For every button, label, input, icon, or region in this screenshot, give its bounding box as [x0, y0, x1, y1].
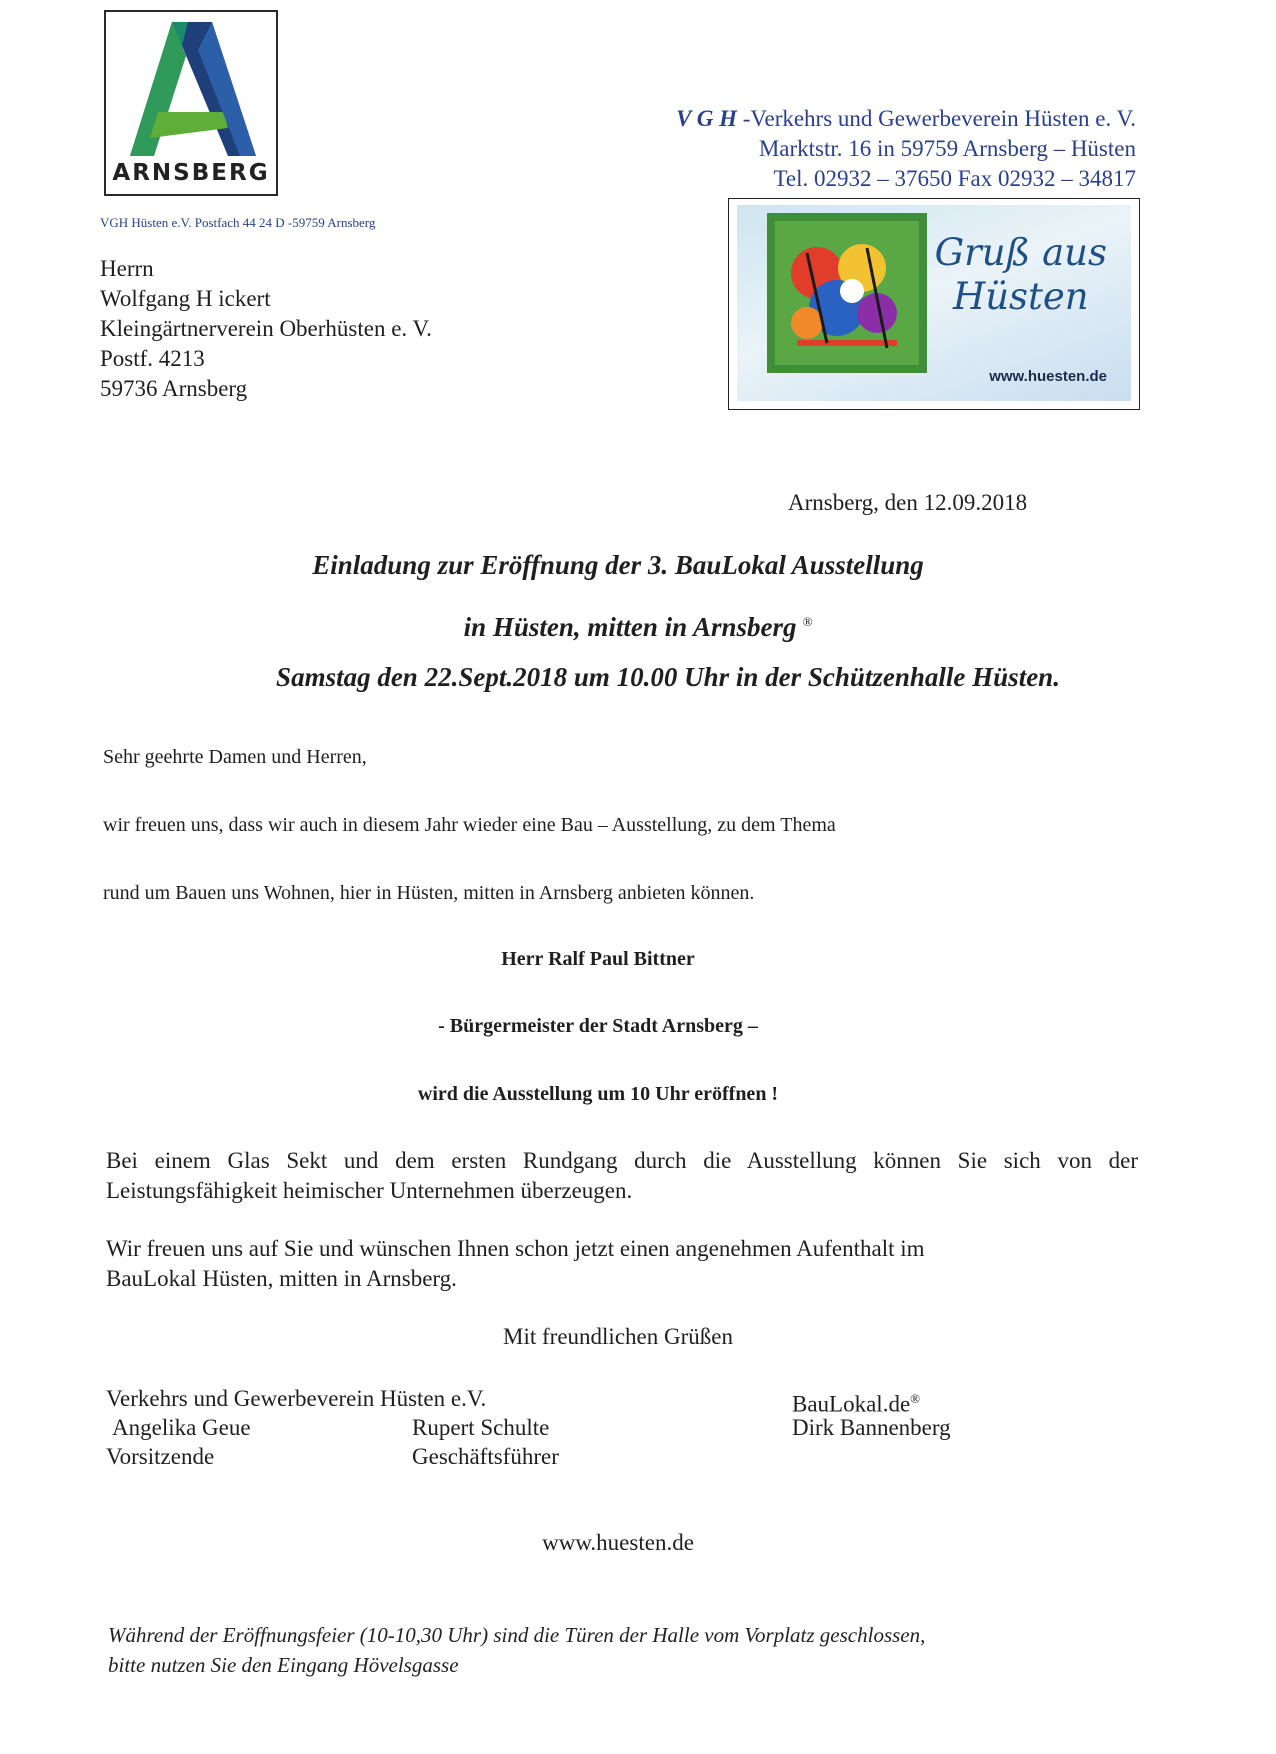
recipient-address — [100, 254, 432, 404]
partner-name: BauLokal.de — [792, 1391, 911, 1417]
sender-return-address: VGH Hüsten e.V. Postfach 44 24 D -59759 Arnsberg — [100, 215, 376, 230]
colorful-painting-icon — [767, 213, 927, 373]
closing-greeting: Mit freundlichen Grüßen — [503, 1324, 733, 1349]
org-name-line — [676, 104, 1136, 134]
note-line-1: Während der Eröffnungsfeier (10-10,30 Uhr) sind die Türen der Halle vom Vorplatz geschlossen, — [108, 1623, 926, 1647]
opening-announcement: wird die Ausstellung um 10 Uhr eröffnen ! — [417, 1083, 779, 1105]
recipient-line: Kleingärtnerverein Oberhüsten e. V. — [100, 316, 432, 341]
signature-person2-name: Rupert Schulte — [412, 1415, 550, 1440]
arnsberg-logo — [104, 10, 278, 196]
welcome-line-1: Wir freuen uns auf Sie und wünschen Ihnen schon jetzt einen angenehmen Aufenthalt im — [106, 1236, 925, 1261]
org-abbr: V G H — [676, 106, 738, 131]
registered-mark: ® — [802, 614, 813, 629]
paragraph-welcome — [106, 1234, 1138, 1294]
org-name: -Verkehrs und Gewerbeverein Hüsten e. V. — [742, 106, 1136, 131]
note-line-2: bitte nutzen Sie den Eingang Hövelsgasse — [108, 1653, 459, 1677]
letter-date: Arnsberg, den 12.09.2018 — [788, 490, 1028, 515]
greeting-line-2: Hüsten — [952, 275, 1089, 318]
speaker-role: - Bürgermeister der Stadt Arnsberg – — [438, 1015, 758, 1037]
intro-line-1: wir freuen uns, dass wir auch in diesem Jahr wieder eine Bau – Ausstellung, zu dem Thema — [103, 814, 836, 836]
welcome-line-2: BauLokal Hüsten, mitten in Arnsberg. — [106, 1266, 457, 1291]
invitation-subtitle — [0, 612, 1276, 643]
gruss-aus-huesten-banner — [728, 198, 1140, 410]
partner-registered-mark: ® — [910, 1391, 921, 1406]
entrance-note — [108, 1620, 1138, 1680]
invitation-title: Einladung zur Eröffnung der 3. BauLokal Ausstellung — [312, 550, 924, 580]
org-address: Marktstr. 16 in 59759 Arnsberg – Hüsten — [758, 136, 1136, 161]
signature-org-name: Verkehrs und Gewerbeverein Hüsten e.V. — [106, 1386, 487, 1411]
intro-line-2: rund um Bauen uns Wohnen, hier in Hüsten, mitten in Arnsberg anbieten können. — [103, 882, 755, 904]
paragraph-sekt: Bei einem Glas Sekt und dem ersten Rundgang durch die Ausstellung können Sie sich von der Leistungsfähigkeit heimischer Unternehmen überzeugen. — [106, 1148, 1138, 1203]
recipient-line: 59736 Arnsberg — [100, 376, 248, 401]
banner-url: www.huesten.de — [989, 368, 1107, 385]
recipient-line: Wolfgang H ickert — [100, 286, 271, 311]
banner-background — [737, 205, 1131, 401]
signature-person2-role: Geschäftsführer — [412, 1444, 559, 1469]
signature-person1-role: Vorsitzende — [106, 1444, 215, 1469]
footer-website[interactable]: www.huesten.de — [542, 1530, 694, 1555]
banner-greeting — [935, 231, 1107, 319]
signature-person1-name: Angelika Geue — [112, 1415, 251, 1440]
org-phone: Tel. 02932 – 37650 Fax 02932 – 34817 — [773, 166, 1136, 191]
salutation: Sehr geehrte Damen und Herren, — [103, 746, 367, 768]
recipient-line: Postf. 4213 — [100, 346, 205, 371]
subtitle-text: in Hüsten, mitten in Arnsberg — [463, 612, 797, 642]
signature-partner-person: Dirk Bannenberg — [792, 1415, 951, 1440]
arnsberg-a-logo-icon — [128, 20, 258, 158]
logo-wordmark: ARNSBERG — [112, 160, 270, 186]
speaker-name: Herr Ralf Paul Bittner — [501, 948, 695, 970]
greeting-line-1: Gruß aus — [934, 231, 1107, 274]
organization-header — [676, 104, 1136, 194]
recipient-line: Herrn — [100, 256, 154, 281]
event-date-line: Samstag den 22.Sept.2018 um 10.00 Uhr in der Schützenhalle Hüsten. — [276, 662, 1060, 692]
